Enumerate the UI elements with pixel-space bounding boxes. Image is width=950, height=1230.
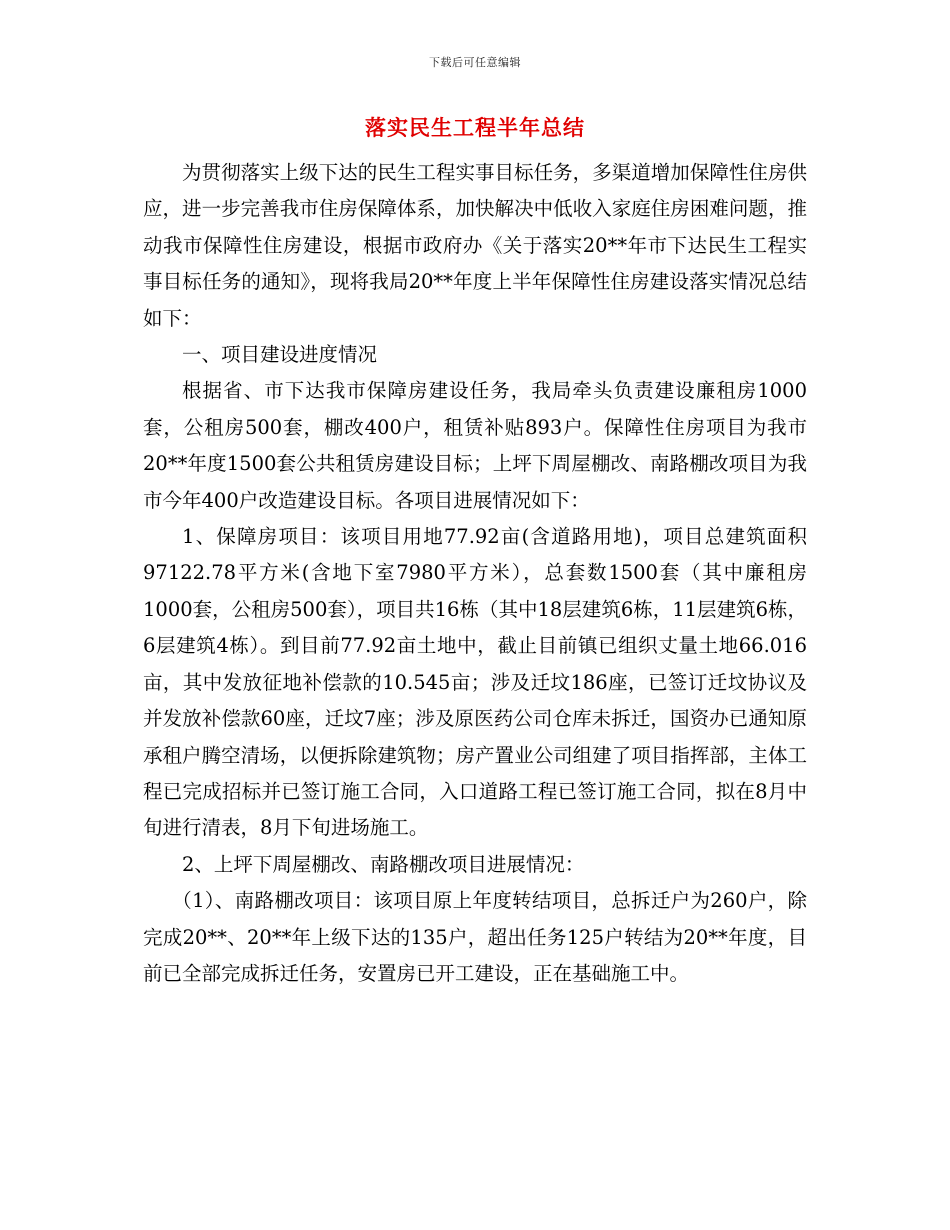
document-title: 落实民生工程半年总结	[365, 115, 585, 140]
header-note: 下载后可任意编辑	[429, 56, 521, 69]
nanlu-project-paragraph: （1）、南路棚改项目：该项目原上年度转结项目，总拆迁户为260户，除完成20**、20**年上级下达的135户，超出任务125户转结为20**年度，目前已全部完成拆迁任务，安置房已开工建设，正在基础施工中。	[143, 889, 807, 985]
renovation-subheading: 2、上坪下周屋棚改、南路棚改项目进展情况：	[182, 852, 585, 876]
intro-paragraph: 为贯彻落实上级下达的民生工程实事目标任务，多渠道增加保障性住房供应，进一步完善我市住房保障体系，加快解决中低收入家庭住房困难问题，推动我市保障性住房建设，根据市政府办《关于落实20**年市下达民生工程实事目标任务的通知》，现将我局20**年度上半年保障性住房建设落实情况总结如下：	[143, 161, 807, 330]
overview-paragraph: 根据省、市下达我市保障房建设任务，我局牵头负责建设廉租房1000套，公租房500套，棚改400户，租赁补贴893户。保障性住房项目为我市20**年度1500套公共租赁房建设目标；上坪下周屋棚改、南路棚改项目为我市今年400户改造建设目标。各项目进展情况如下：	[143, 379, 807, 512]
document-body	[143, 155, 807, 992]
housing-project-paragraph: 1、保障房项目：该项目用地77.92亩(含道路用地)，项目总建筑面积97122.78平方米(含地下室7980平方米），总套数1500套（其中廉租房1000套，公租房500套），项目共16栋（其中18层建筑6栋，11层建筑6栋，6层建筑4栋）。到目前77.92亩土地中，截止目前镇已组织丈量土地66.016亩，其中发放征地补偿款的10.545亩；涉及迁坟186座，已签订迁坟协议及并发放补偿款60座，迁坟7座；涉及原医药公司仓库未拆迁，国资办已通知原承租户腾空清场，以便拆除建筑物；房产置业公司组建了项目指挥部，主体工程已完成招标并已签订施工合同，入口道路工程已签订施工合同，拟在8月中旬进行清表，8月下旬进场施工。	[143, 525, 807, 840]
section-heading: 一、项目建设进度情况	[182, 343, 378, 367]
